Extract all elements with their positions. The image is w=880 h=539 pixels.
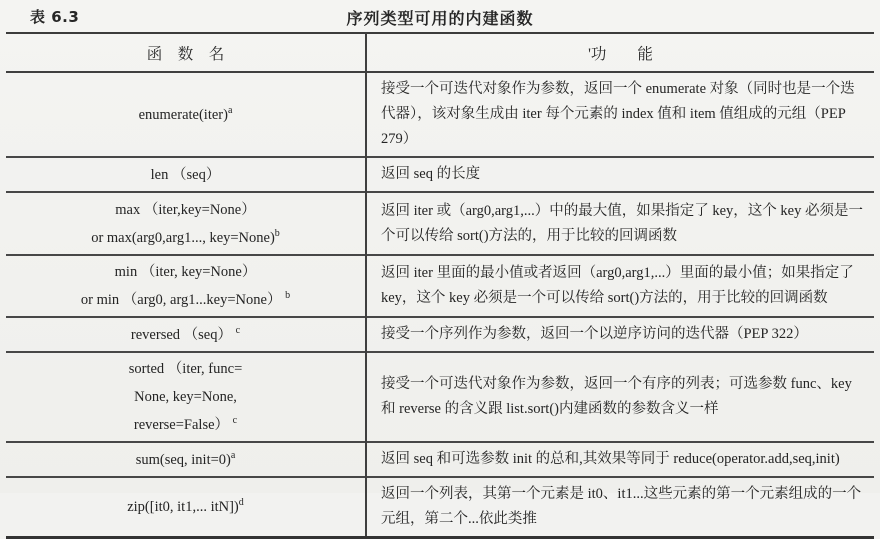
builtin-functions-table (6, 32, 874, 539)
footnote-marker: a (227, 104, 233, 116)
table-row (6, 317, 874, 352)
table-number-label: 表 6.3 (30, 8, 80, 26)
function-signature-line: or min （arg0, arg1...key=None） $^b$ (80, 290, 291, 308)
footnote-marker: b (285, 290, 291, 302)
function-name-cell (6, 317, 366, 352)
footnote-marker: c (235, 324, 241, 336)
function-signature-line: sum(seq, init=0)$^a$ (135, 449, 236, 468)
function-name-cell (6, 255, 366, 317)
table-row (6, 192, 874, 255)
footnote-marker: d (238, 497, 244, 509)
function-signature-line: reverse=False） $^c$ (133, 415, 238, 433)
function-signature-line: min （iter, key=None） (114, 264, 257, 280)
function-desc-cell: 接受一个序列作为参数，返回一个以逆序访问的迭代器（PEP 322） (381, 326, 808, 342)
table-row (6, 157, 874, 192)
function-desc-cell: 返回 seq 的长度 (381, 166, 481, 182)
function-signature-line: enumerate(iter)$^a$ (138, 104, 233, 123)
footnote-marker: b (274, 227, 280, 239)
table-title: 序列类型可用的内建函数 (346, 9, 534, 28)
table-row (6, 477, 874, 538)
function-signature-line: reversed （seq） $^c$ (130, 324, 241, 343)
function-name-cell (6, 477, 366, 538)
table-row (6, 442, 874, 477)
table-row (6, 352, 874, 442)
function-signature-line: len （seq） (150, 166, 221, 183)
function-desc-cell: 返回 iter 或（arg0,arg1,...）中的最大值，如果指定了 key，这个 key 必须是一个可以传给 sort()方法的，用于比较的回调函数 (381, 202, 863, 244)
function-desc-cell: 返回 seq 和可选参数 init 的总和,其效果等同于 reduce(operator.add,seq,init) (381, 451, 840, 467)
table-body (6, 72, 874, 538)
table-row (6, 255, 874, 317)
column-header-function-purpose: '功 能 (366, 33, 874, 72)
footnote-marker: a (230, 449, 236, 461)
column-header-function-name: 函 数 名 (6, 33, 366, 72)
function-name-cell (6, 72, 366, 157)
function-name-cell (6, 192, 366, 255)
header-row (6, 33, 874, 72)
function-signature-line: or max(arg0,arg1..., key=None)$^b$ (91, 227, 280, 246)
function-signature-line: None, key=None, (134, 389, 237, 405)
function-desc-cell: 接受一个可迭代对象作为参数，返回一个有序的列表；可选参数 func、key 和 reverse 的含义跟 list.sort()内建函数的参数含义一样 (381, 376, 852, 417)
function-name-cell (6, 352, 366, 442)
function-signature-line: max （iter,key=None） (115, 201, 256, 218)
table-caption (0, 0, 880, 32)
footnote-marker: c (232, 415, 238, 427)
function-desc-cell: 接受一个可迭代对象作为参数，返回一个 enumerate 对象（同时也是一个迭代器），该对象生成由 iter 每个元素的 index 值和 item 值组成的元组（PEP 279） (381, 81, 855, 147)
function-name-cell (6, 157, 366, 192)
function-name-cell (6, 442, 366, 477)
function-desc-cell: 返回 iter 里面的最小值或者返回（arg0,arg1,...）里面的最小值；如果指定了 key，这个 key 必须是一个可以传给 sort()方法的，用于比较的回调函数 (381, 265, 854, 306)
function-signature-line: zip([it0, it1,... itN])$^d$ (127, 497, 244, 515)
function-desc-cell: 返回一个列表，其第一个元素是 it0、it1...这些元素的第一个元素组成的一个元组，第二个...依此类推 (381, 486, 862, 527)
table-row (6, 72, 874, 157)
function-signature-line: sorted （iter, func= (128, 361, 243, 377)
